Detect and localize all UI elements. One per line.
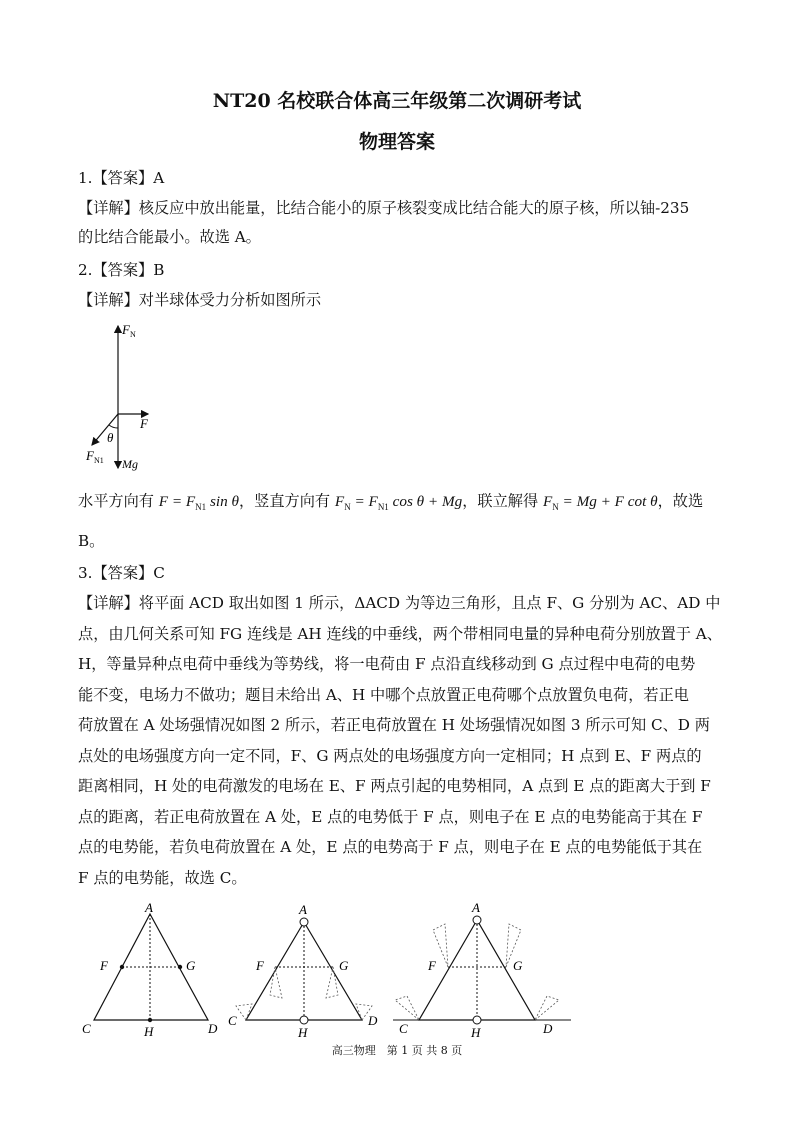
label-c-3: C	[399, 1021, 408, 1036]
eq3-sub: N	[552, 502, 559, 513]
page-subtitle: 物理答案	[358, 131, 435, 153]
fn1-label-sub: N1	[93, 456, 104, 465]
fn-label-sub: N	[129, 330, 136, 339]
figure-1-triangle	[78, 900, 238, 1040]
figure-3-field-positive-at-h	[385, 900, 585, 1040]
svg-text:FN1	[85, 448, 104, 465]
page-footer: 高三物理 第 1 页 共 8 页	[331, 1044, 463, 1057]
eq2	[334, 493, 463, 513]
q3-line-4: 能不变，电场力不做功；题目未给出 A、H 中哪个点放置正电荷哪个点放置负电荷，若正电	[78, 686, 689, 704]
charge-a-3	[473, 916, 481, 924]
q1-detail-line1: 【详解】核反应中放出能量，比结合能小的原子核裂变成比结合能大的原子核，所以铀-235	[78, 199, 690, 217]
label-a-3: A	[472, 900, 480, 915]
label-c-2: C	[228, 1013, 237, 1028]
page-title: NT20 名校联合体高三年级第二次调研考试	[212, 90, 582, 112]
figure-2-field-positive-at-a	[222, 900, 392, 1040]
q2-choice-end: B。	[78, 532, 105, 550]
charge-h	[300, 1016, 308, 1024]
eq2-tail: cos θ + Mg	[388, 493, 463, 510]
eq-text1: 水平方向有	[78, 492, 154, 510]
label-c: C	[82, 1021, 91, 1036]
q3-line-7: 距离相同，H 处的电荷激发的电场在 E、F 两点引起的电势相同，A 点到 E 点的距离大于到 F	[78, 777, 711, 795]
point-f	[120, 965, 124, 969]
fn1-arrow	[92, 414, 118, 445]
f-label: F	[140, 416, 148, 431]
point-h	[148, 1018, 152, 1022]
label-d: D	[208, 1021, 218, 1036]
label-a-2: A	[299, 902, 307, 917]
eq-text4: ，故选	[657, 492, 704, 510]
fn1-label: F	[86, 448, 94, 463]
eq1	[158, 493, 239, 513]
label-f: F	[100, 958, 108, 973]
q1-detail-line2: 的比结合能最小。故选 A。	[78, 228, 261, 246]
label-g: G	[186, 958, 196, 973]
q2-equation-line	[78, 490, 718, 512]
eq3-main: F	[542, 493, 553, 510]
theta-label: θ	[107, 430, 114, 445]
q3-line-10: F 点的电势能，故选 C。	[78, 869, 247, 887]
label-g-3: G	[513, 958, 523, 973]
q3-line-2: 点，由几何关系可知 FG 连线是 AH 连线的中垂线，两个带相同电量的异种电荷分别放置于 A、	[78, 625, 722, 643]
eq2-mid: = F	[350, 493, 378, 510]
charge-a	[300, 918, 308, 926]
point-g	[178, 965, 182, 969]
eq2-sub2: N1	[377, 502, 389, 513]
eq2-main: F	[334, 493, 345, 510]
label-g-2: G	[339, 958, 349, 973]
label-h-2: H	[298, 1025, 308, 1040]
q3-line-3: H，等量异种点电荷中垂线为等势线，将一电荷由 F 点沿直线移动到 G 点过程中电荷的电势	[78, 655, 696, 673]
eq-text3: ，联立解得	[462, 492, 539, 510]
q3-answer: 3.【答案】C	[78, 564, 165, 582]
label-d-2: D	[368, 1013, 378, 1028]
label-d-3: D	[543, 1021, 553, 1036]
force-diagram	[78, 318, 198, 478]
label-h: H	[144, 1024, 154, 1039]
q2-answer: 2.【答案】B	[78, 261, 165, 279]
label-a: A	[145, 900, 153, 915]
fn-label: F	[122, 322, 130, 337]
charge-h-3	[473, 1016, 481, 1024]
svg-text:FN	[121, 322, 136, 339]
q3-line-1: 【详解】将平面 ACD 取出如图 1 所示，ΔACD 为等边三角形，且点 F、G 分别为 AC、AD 中	[78, 594, 721, 612]
eq2-sub: N	[344, 502, 351, 513]
theta-arc	[109, 425, 118, 428]
q3-line-8: 点的距离，若正电荷放置在 A 处，E 点的电势低于 F 点，则电子在 E 点的电势能高于其在 F	[78, 808, 703, 826]
label-f-3: F	[428, 958, 436, 973]
eq3-tail: = Mg + F cot θ	[558, 493, 658, 510]
q3-line-6: 点处的电场强度方向一定不同，F、G 两点处的电场强度方向一定相同；H 点到 E、F 两点的	[78, 747, 702, 765]
eq-text2: ，竖直方向有	[238, 492, 331, 510]
label-h-3: H	[471, 1025, 481, 1040]
q3-line-5: 荷放置在 A 处场强情况如图 2 所示，若正电荷放置在 H 处场强情况如图 3 所示可知 C、D 两	[78, 716, 710, 734]
q1-answer: 1.【答案】A	[78, 169, 165, 187]
eq3	[542, 493, 658, 513]
mg-label: Mg	[122, 457, 138, 471]
q3-line-9: 点的电势能，若负电荷放置在 A 处，E 点的电势高于 F 点，则电子在 E 点的电势能低于其在	[78, 838, 703, 856]
q2-detail: 【详解】对半球体受力分析如图所示	[78, 291, 321, 309]
eq1-tail: sin θ	[206, 493, 239, 510]
eq1-main: F = F	[158, 493, 196, 510]
eq1-sub: N1	[195, 502, 207, 513]
label-f-2: F	[256, 958, 264, 973]
